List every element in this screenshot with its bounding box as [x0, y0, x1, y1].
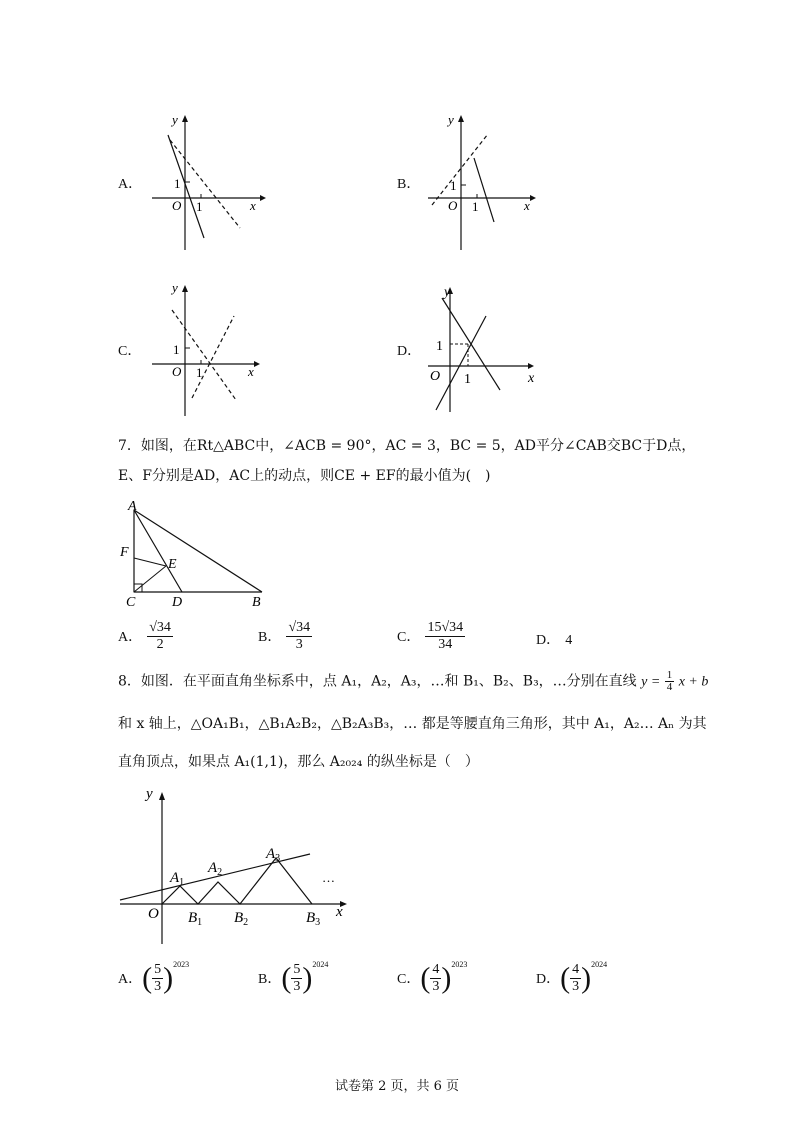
- x-axis-label: x: [250, 198, 256, 213]
- option-d-label: D．: [397, 344, 422, 359]
- option-a-graph: [148, 110, 268, 255]
- q7-line-2: E、F分别是AD，AC上的动点，则CE + EF的最小值为( ): [118, 468, 491, 484]
- y-axis-label: y: [172, 112, 178, 127]
- origin-label: O: [448, 198, 458, 213]
- vertex-b: B: [252, 595, 261, 610]
- page-footer: 试卷第 2 页，共 6 页: [334, 1079, 460, 1094]
- option-d-graph: [424, 282, 554, 417]
- fraction: $\frac{5}{3}$: [293, 962, 301, 994]
- origin-label: O: [430, 369, 441, 384]
- point-f: F: [120, 545, 129, 560]
- q7-option-a[interactable]: A． $\frac{√34}{2}$: [118, 620, 171, 652]
- y-axis-label: y: [444, 285, 451, 300]
- origin-label: O: [172, 198, 182, 213]
- option-b-graph: [426, 110, 546, 255]
- unit-label-y: 1: [174, 176, 181, 191]
- fraction: $\frac{5}{3}$: [154, 962, 162, 994]
- unit-label-y: 1: [436, 339, 443, 354]
- x-axis-label: x: [524, 198, 530, 213]
- q8-coordinate-figure: [114, 784, 364, 948]
- ellipsis: …: [322, 870, 335, 885]
- fraction: $\frac{15√34}{34}$: [427, 620, 464, 652]
- q7-option-d[interactable]: D． 4: [536, 633, 573, 648]
- point-a2: $A_2$: [208, 860, 223, 878]
- x-axis-label: x: [336, 904, 343, 920]
- origin-label: O: [172, 364, 182, 379]
- q8-option-c[interactable]: C．( $\frac{4}{3}$ )$^{2023}$: [397, 960, 468, 995]
- x-axis-label: x: [528, 371, 535, 386]
- option-b-label: B．: [397, 177, 421, 192]
- q8-option-a[interactable]: A．( $\frac{5}{3}$ )$^{2023}$: [118, 960, 190, 995]
- unit-label-x: 1: [196, 199, 203, 214]
- q8-option-b[interactable]: B．( $\frac{5}{3}$ )$^{2024}$: [258, 960, 329, 995]
- fraction: $\frac{√34}{3}$: [288, 620, 311, 652]
- point-a1: $A_1$: [170, 870, 185, 888]
- point-a3: $A_3$: [266, 846, 281, 864]
- y-axis-label: y: [146, 786, 153, 802]
- unit-label-x: 1: [196, 365, 203, 380]
- q7-option-b[interactable]: B． $\frac{√34}{3}$: [258, 620, 311, 652]
- unit-label-x: 1: [464, 372, 471, 387]
- x-axis-label: x: [248, 364, 254, 379]
- q7-line-1: 7．如图，在Rt△ABC中，∠ACB = 90°，AC = 3，BC = 5，AD平分∠CAB交BC于D点，: [118, 438, 696, 454]
- point-b1: $B_1$: [188, 910, 203, 928]
- q8-line-2: 和 x 轴上，△OA₁B₁，△B₁A₂B₂，△B₂A₃B₃，… 都是等腰直角三角形，其中 A₁，A₂… Aₙ 为其: [118, 716, 707, 732]
- fraction: $\frac{√34}{2}$: [149, 620, 171, 652]
- q7-triangle-figure: [114, 496, 274, 612]
- point-b3: $B_3$: [306, 910, 321, 928]
- fraction: $\frac{1}{4}$: [666, 669, 673, 693]
- fraction: $\frac{4}{3}$: [572, 962, 580, 994]
- y-axis-label: y: [448, 112, 454, 127]
- unit-label-x: 1: [472, 199, 479, 214]
- option-c-label: C．: [118, 344, 142, 359]
- point-b2: $B_2$: [234, 910, 249, 928]
- vertex-c: C: [126, 595, 136, 610]
- option-a-label: A．: [118, 177, 143, 192]
- point-e: E: [168, 557, 177, 572]
- fraction: $\frac{4}{3}$: [432, 962, 440, 994]
- q8-line-3: 直角顶点，如果点 A₁(1,1)，那么 A₂₀₂₄ 的纵坐标是（ ）: [118, 754, 479, 770]
- unit-label-y: 1: [173, 342, 180, 357]
- vertex-a: A: [128, 499, 137, 514]
- q8-option-d[interactable]: D．( $\frac{4}{3}$ )$^{2024}$: [536, 960, 608, 995]
- point-d: D: [172, 595, 183, 610]
- option-c-graph: [148, 280, 268, 420]
- origin-label: O: [148, 906, 159, 922]
- y-axis-label: y: [172, 280, 178, 295]
- q7-option-c[interactable]: C． $\frac{15√34}{34}$: [397, 620, 464, 652]
- unit-label-y: 1: [450, 178, 457, 193]
- q8-line-1: 8．如图．在平面直角坐标系中，点 A₁，A₂，A₃，…和 B₁、B₂、B₃，…分别在直线 y = $\frac{1}{4}$ x + b: [118, 669, 709, 693]
